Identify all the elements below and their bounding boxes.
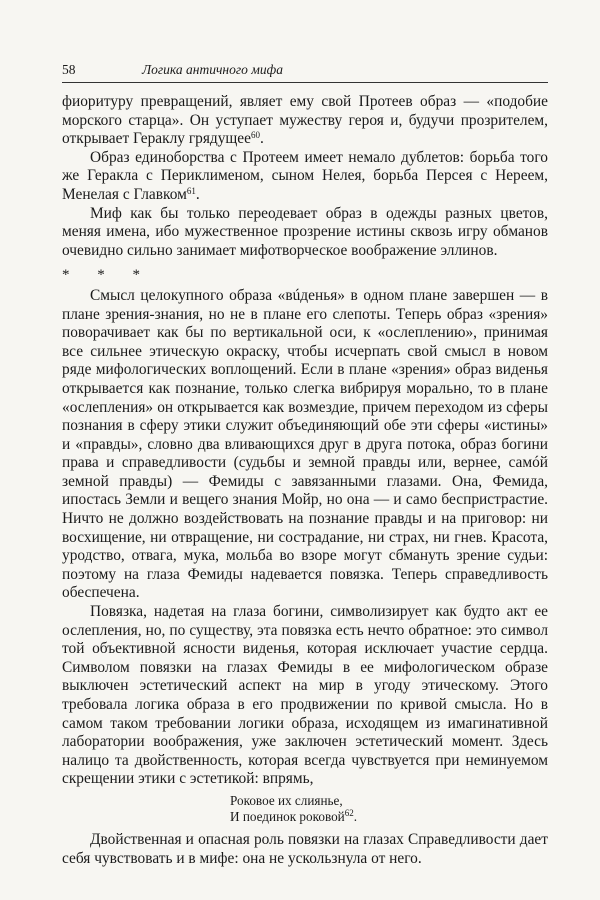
- section-separator: * * *: [62, 267, 152, 284]
- poem-quote: [230, 793, 548, 825]
- footnote-ref-60: 60: [250, 130, 260, 141]
- page-header: [62, 62, 548, 78]
- page-number: 58: [62, 62, 76, 77]
- body-text: [62, 93, 548, 868]
- paragraph-2: [62, 149, 548, 205]
- poem-line-1: Роковое их слиянье,: [230, 792, 343, 808]
- running-title: Логика античного мифа: [142, 62, 283, 77]
- paragraph-2-text: Образ единоборства с Протеем имеет немало дублетов: борьба того же Геракла с Периклименом, сыном Нелея, борьба Персея с Нереем, Менелая с Главком: [62, 148, 548, 203]
- poem-line-2: [230, 809, 548, 825]
- footnote-ref-61: 61: [186, 185, 196, 196]
- footnote-ref-62: 62: [344, 807, 354, 818]
- paragraph-2-end: .: [195, 185, 200, 203]
- paragraph-1-end: .: [259, 130, 264, 148]
- paragraph-5: Повязка, надетая на глаза богини, символизирует как будто акт ее ослепления, но, по существу, эта повязка есть нечто обратное: это символ той объективной ясности виденья, которая исключает участие сердца. Символом повязки на глазах Фемиды в ее мифологическом образе выключен эстетический аспект на мир в угоду этическому. Этого требовала логика образа в его продвижении по кривой смысла. Но в самом таком требовании логики образа, исходящем из имагинативной лаборатории воображения, уже заключен эстетический момент. Здесь налицо та двойственность, которая всегда чувствуется при неминуемом скрещении этики с эстетикой: впрямь,: [62, 603, 548, 788]
- paragraph-4: Смысл целокупного образа «вúденья» в одном плане завершен — в плане зрения-знания, но не в плане его слепоты. Теперь образ «зрения» поворачивает как бы по вертикальной оси, к «ослеплению», принимая все сильнее этическую окраску, чтобы исчерпать свой смысл в новом ряде мифологических воплощений. Если в плане «зрения» образ виденья открывается как познание, только слегка вибрируя морально, то в плане «ослепления» он открывается как возмездие, причем переходом из сферы познания в сферу этики служит объединяющий обе эти сферы «истины» и «правды», словно два вливающихся друг в друга потока, образ богини права и справедливости (судьбы и земной правды или, вернее, самóй земной правды) — Фемиды с завязанными глазами. Она, Фемида, ипостась Земли и вещего знания Мойр, но она — и само беспристрастие. Ничто не должно воздействовать на познание правды и на приговор: ни восхищение, ни отвращение, ни сострадание, ни страх, ни гнев. Красота, уродство, отвага, мука, мольба во взоре могут сбмануть зрение судьи: поэтому на глаза Фемиды надевается повязка. Теперь справедливость обеспечена.: [62, 286, 548, 602]
- poem-line-2-end: .: [353, 808, 358, 824]
- poem-line-2-text: И поединок роковой: [230, 808, 345, 824]
- paragraph-1-text: фиоритуру превращений, являет ему свой Протеев образ — «подобие морского старца». Он уступает мужеству героя и, будучи прозрителем, открывает Гераклу грядущее: [62, 93, 548, 148]
- header-rule: [62, 82, 548, 83]
- paragraph-1: [62, 93, 548, 149]
- paragraph-6: Двойственная и опасная роль повязки на глазах Справедливости дает себя чувствовать и в мифе: она не ускользнула от него.: [62, 830, 548, 867]
- paragraph-3: Миф как бы только переодевает образ в одежды разных цветов, меняя имена, ибо мужественное прозрение истины сквозь игру обманов очевидно сильно занимает мифотворческое воображение эллинов.: [62, 204, 548, 259]
